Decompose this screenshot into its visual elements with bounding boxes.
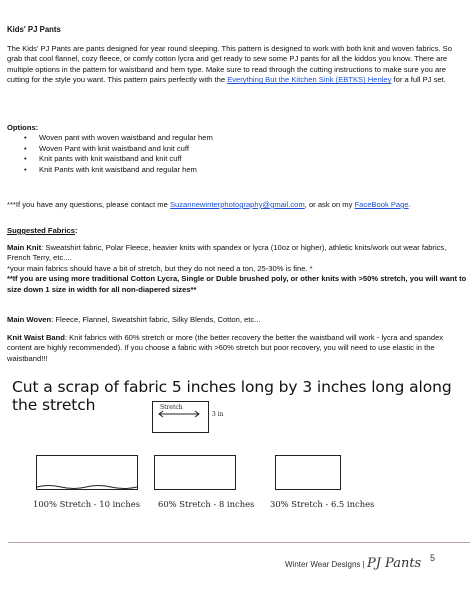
facebook-link[interactable]: FaceBook Page bbox=[354, 200, 409, 209]
main-woven-text: : Fleece, Flannel, Sweatshirt fabric, Silky Blends, Cotton, etc... bbox=[51, 315, 261, 324]
contact-middle: , or ask on my bbox=[304, 200, 355, 209]
footer-divider bbox=[8, 542, 470, 543]
option-item: • Woven pant with woven waistband and regular hem bbox=[7, 133, 469, 143]
main-woven-paragraph bbox=[7, 315, 469, 325]
caption-30: 30% Stretch - 6.5 inches bbox=[270, 499, 375, 509]
stretch-label: Stretch bbox=[160, 404, 183, 411]
suggested-fabrics-heading: Suggested Fabrics bbox=[7, 226, 75, 235]
caption-60: 60% Stretch - 8 inches bbox=[158, 499, 255, 509]
stretch-arrow-icon bbox=[157, 410, 201, 418]
main-woven-label: Main Woven bbox=[7, 315, 52, 324]
contact-text: ***If you have any questions, please contact me bbox=[7, 200, 170, 209]
wavy-edge-icon bbox=[36, 484, 138, 490]
page-number: 5 bbox=[430, 553, 436, 563]
footer-brand: PJ Pants bbox=[366, 556, 422, 571]
option-item: • Knit pants with knit waistband and knit cuff bbox=[7, 154, 469, 164]
options-heading: Options: bbox=[7, 123, 39, 132]
waistband-label: Knit Waist Band bbox=[7, 333, 65, 342]
intro-after: for a full PJ set. bbox=[391, 75, 446, 85]
footer-text: Winter Wear Designs | bbox=[285, 560, 367, 569]
stretch-strip-30 bbox=[275, 455, 341, 490]
caption-100: 100% Stretch - 10 inches bbox=[33, 499, 141, 509]
height-label: 3 in bbox=[212, 411, 224, 418]
waistband-text: : Knit fabrics with 60% stretch or more (the better recovery the better the waistband will work - lycra and spandex content are highly recommended). If you choose a fabric with >60% stretch but poor recovery, you will need to use elastic in the waistband!!! bbox=[7, 333, 444, 363]
stretch-strip-60 bbox=[154, 455, 236, 490]
main-knit-text: : Sweatshirt fabric, Polar Fleece, heavier knits with spandex or lycra (10oz or higher), athletic knits/work out wear fabrics, French Terry, etc.... bbox=[7, 243, 447, 263]
contact-paragraph bbox=[7, 200, 469, 210]
options-section bbox=[7, 123, 469, 175]
contact-end: . bbox=[408, 200, 411, 209]
option-item: • Knit Pants with knit waistband and regular hem bbox=[7, 165, 469, 175]
email-link[interactable]: Suzannewinterphotography@gmail.com bbox=[169, 200, 305, 209]
fabrics-heading bbox=[7, 226, 469, 236]
main-knit-label: Main Knit bbox=[7, 243, 42, 252]
intro-paragraph bbox=[7, 44, 469, 86]
fabric-note: *your main fabrics should have a bit of stretch, but they do not need a ton, 25-30% is fine. * bbox=[7, 263, 313, 273]
henley-link[interactable]: Everything But the Kitchen Sink (EBTKS) Henley bbox=[227, 75, 392, 85]
waistband-paragraph bbox=[7, 333, 469, 364]
options-list bbox=[7, 133, 469, 175]
page-title: Kids' PJ Pants bbox=[7, 25, 61, 34]
heading-colon: : bbox=[74, 226, 78, 235]
stretch-test-banner: Cut a scrap of fabric 5 inches long by 3 inches long along the stretch bbox=[12, 378, 452, 414]
option-item: • Woven Pant with knit waistband and knit cuff bbox=[7, 144, 469, 154]
intro-text: The Kids' PJ Pants are pants designed for year round sleeping. This pattern is designed to work with both knit and woven fabrics. So grab that cool flannel, cozy fleece, or comfy cotton lycra and get ready to sew some PJ pants for all the kiddos you know. There are multiple options in the pattern for waistband and hem type. Make sure to read through the cutting instructions to make sure you are cutting for the style you want. This pattern pairs perfectly with the bbox=[7, 44, 452, 85]
page-footer bbox=[285, 556, 421, 571]
fabric-note-bold: **If you are using more traditional Cotton Lycra, Single or Duble brushed poly, or other knits with >50% stretch, you will want to size down 1 size in width for all non-diapered sizes** bbox=[7, 274, 467, 294]
main-knit-paragraph bbox=[7, 243, 469, 295]
